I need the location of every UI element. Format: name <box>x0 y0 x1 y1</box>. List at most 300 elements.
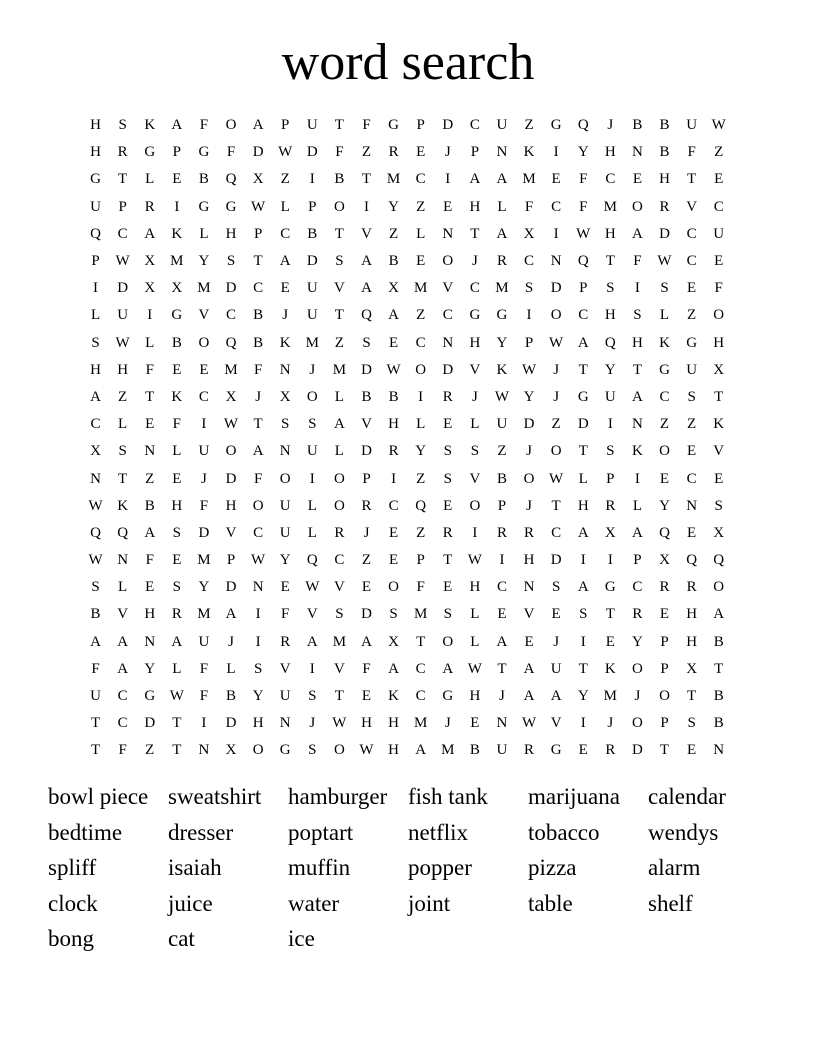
grid-letter[interactable]: V <box>550 715 562 732</box>
grid-letter[interactable]: O <box>659 443 670 460</box>
grid-letter[interactable]: H <box>632 334 643 351</box>
grid-letter[interactable]: M <box>170 253 184 270</box>
grid-letter[interactable]: D <box>306 144 318 161</box>
grid-letter[interactable]: Z <box>361 552 372 569</box>
grid-letter[interactable]: V <box>333 579 345 596</box>
grid-letter[interactable]: L <box>632 497 642 514</box>
grid-letter[interactable]: J <box>363 524 370 541</box>
grid-letter[interactable]: Y <box>198 253 210 270</box>
grid-letter[interactable]: W <box>549 470 564 487</box>
grid-letter[interactable]: P <box>606 470 615 487</box>
grid-letter[interactable]: W <box>332 715 347 732</box>
grid-letter[interactable]: P <box>118 198 127 215</box>
grid-letter[interactable]: E <box>659 606 670 623</box>
grid-letter[interactable]: S <box>579 606 588 623</box>
grid-letter[interactable]: L <box>172 660 182 677</box>
grid-letter[interactable]: J <box>471 253 478 270</box>
grid-letter[interactable]: N <box>279 443 291 460</box>
grid-letter[interactable]: P <box>633 552 642 569</box>
grid-letter[interactable]: N <box>550 253 562 270</box>
grid-letter[interactable]: P <box>91 253 100 270</box>
grid-letter[interactable]: Y <box>659 497 670 514</box>
grid-letter[interactable]: U <box>117 307 129 324</box>
grid-letter[interactable]: I <box>445 171 451 188</box>
grid-letter[interactable]: D <box>550 280 562 297</box>
grid-letter[interactable]: E <box>172 470 182 487</box>
grid-letter[interactable]: C <box>253 524 264 541</box>
grid-letter[interactable]: C <box>713 198 724 215</box>
grid-letter[interactable]: W <box>278 144 293 161</box>
grid-letter[interactable]: Y <box>198 579 210 596</box>
grid-letter[interactable]: W <box>223 416 239 433</box>
grid-letter[interactable]: K <box>144 117 156 134</box>
grid-letter[interactable]: J <box>444 144 451 161</box>
grid-letter[interactable]: O <box>632 660 643 677</box>
grid-letter[interactable]: D <box>144 715 156 732</box>
grid-letter[interactable]: I <box>201 715 207 732</box>
grid-letter[interactable]: U <box>686 361 698 378</box>
grid-letter[interactable]: E <box>524 633 534 650</box>
grid-letter[interactable]: M <box>495 280 509 297</box>
grid-letter[interactable]: A <box>442 660 454 677</box>
grid-letter[interactable]: S <box>335 253 344 270</box>
grid-letter[interactable]: G <box>550 117 562 134</box>
grid-letter[interactable]: T <box>253 416 263 433</box>
grid-letter[interactable]: S <box>172 579 181 596</box>
grid-letter[interactable]: O <box>713 307 725 324</box>
grid-letter[interactable]: M <box>332 633 347 650</box>
grid-letter[interactable]: X <box>225 388 237 405</box>
grid-letter[interactable]: Z <box>416 307 426 324</box>
grid-letter[interactable]: U <box>279 524 291 541</box>
grid-letter[interactable]: P <box>660 715 669 732</box>
grid-letter[interactable]: G <box>442 688 454 705</box>
grid-letter[interactable]: B <box>307 225 318 242</box>
grid-letter[interactable]: Y <box>577 688 589 705</box>
grid-letter[interactable]: Q <box>415 497 427 514</box>
grid-letter[interactable]: C <box>117 688 128 705</box>
grid-letter[interactable]: E <box>687 742 697 759</box>
grid-letter[interactable]: E <box>714 470 724 487</box>
grid-letter[interactable]: T <box>578 443 588 460</box>
grid-letter[interactable]: O <box>388 579 399 596</box>
grid-letter[interactable]: I <box>201 416 207 433</box>
grid-letter[interactable]: B <box>226 688 237 705</box>
grid-letter[interactable]: H <box>659 171 670 188</box>
grid-letter[interactable]: S <box>443 443 452 460</box>
grid-letter[interactable]: G <box>144 688 156 705</box>
grid-letter[interactable]: A <box>523 660 535 677</box>
grid-letter[interactable]: F <box>172 416 181 433</box>
grid-letter[interactable]: E <box>443 416 453 433</box>
grid-letter[interactable]: M <box>197 606 211 623</box>
grid-letter[interactable]: P <box>226 552 236 569</box>
grid-letter[interactable]: E <box>388 524 399 541</box>
grid-letter[interactable]: R <box>280 633 291 650</box>
grid-letter[interactable]: A <box>577 579 589 596</box>
grid-letter[interactable]: E <box>388 334 399 351</box>
grid-letter[interactable]: A <box>632 225 643 242</box>
grid-letter[interactable]: M <box>522 171 536 188</box>
grid-letter[interactable]: W <box>521 715 537 732</box>
grid-letter[interactable]: V <box>198 307 210 324</box>
grid-letter[interactable]: B <box>144 497 155 514</box>
grid-letter[interactable]: T <box>687 171 697 188</box>
grid-letter[interactable]: S <box>443 470 452 487</box>
grid-letter[interactable]: F <box>145 552 154 569</box>
grid-letter[interactable]: E <box>280 579 290 596</box>
grid-letter[interactable]: P <box>524 334 534 351</box>
grid-letter[interactable]: I <box>607 552 613 569</box>
grid-letter[interactable]: O <box>252 497 264 514</box>
grid-letter[interactable]: Y <box>577 144 589 161</box>
grid-letter[interactable]: E <box>443 579 453 596</box>
grid-letter[interactable]: W <box>494 388 510 405</box>
grid-letter[interactable]: V <box>306 606 318 623</box>
grid-letter[interactable]: U <box>496 742 508 759</box>
grid-letter[interactable]: T <box>361 171 372 188</box>
grid-letter[interactable]: S <box>687 388 696 405</box>
grid-letter[interactable]: N <box>144 443 156 460</box>
grid-letter[interactable]: P <box>470 144 480 161</box>
grid-letter[interactable]: C <box>198 388 209 405</box>
grid-letter[interactable]: I <box>580 552 586 569</box>
grid-letter[interactable]: L <box>226 660 236 677</box>
grid-letter[interactable]: C <box>226 307 237 324</box>
grid-letter[interactable]: A <box>713 606 725 623</box>
grid-letter[interactable]: K <box>659 334 670 351</box>
grid-letter[interactable]: A <box>496 225 508 242</box>
grid-letter[interactable]: H <box>388 416 399 433</box>
grid-letter[interactable]: E <box>145 416 155 433</box>
grid-letter[interactable]: L <box>470 633 480 650</box>
grid-letter[interactable]: U <box>306 117 318 134</box>
grid-letter[interactable]: T <box>118 171 128 188</box>
grid-letter[interactable]: A <box>523 688 535 705</box>
grid-letter[interactable]: B <box>361 388 372 405</box>
grid-letter[interactable]: W <box>711 117 726 134</box>
grid-letter[interactable]: B <box>388 253 399 270</box>
grid-letter[interactable]: H <box>225 225 237 242</box>
grid-letter[interactable]: U <box>279 497 291 514</box>
grid-letter[interactable]: H <box>523 552 535 569</box>
grid-letter[interactable]: X <box>144 280 156 297</box>
grid-letter[interactable]: A <box>252 443 264 460</box>
grid-letter[interactable]: I <box>255 606 261 623</box>
grid-letter[interactable]: C <box>551 198 562 215</box>
grid-letter[interactable]: F <box>199 117 209 134</box>
grid-letter[interactable]: M <box>414 280 428 297</box>
grid-letter[interactable]: U <box>279 688 291 705</box>
grid-letter[interactable]: N <box>632 416 643 433</box>
grid-letter[interactable]: A <box>415 742 427 759</box>
grid-letter[interactable]: Q <box>577 117 589 134</box>
grid-letter[interactable]: F <box>281 606 290 623</box>
grid-letter[interactable]: G <box>198 198 210 215</box>
grid-letter[interactable]: A <box>496 171 508 188</box>
grid-letter[interactable]: K <box>279 334 291 351</box>
grid-letter[interactable]: P <box>308 198 317 215</box>
grid-letter[interactable]: X <box>604 524 616 541</box>
grid-letter[interactable]: M <box>414 606 428 623</box>
grid-letter[interactable]: L <box>199 225 209 242</box>
grid-letter[interactable]: U <box>686 117 698 134</box>
grid-letter[interactable]: G <box>550 742 562 759</box>
grid-letter[interactable]: U <box>550 660 562 677</box>
grid-letter[interactable]: M <box>332 361 347 378</box>
grid-letter[interactable]: H <box>604 144 616 161</box>
grid-letter[interactable]: J <box>553 633 560 650</box>
grid-letter[interactable]: Z <box>416 198 426 215</box>
grid-letter[interactable]: Q <box>604 334 616 351</box>
grid-letter[interactable]: A <box>90 388 101 405</box>
grid-letter[interactable]: T <box>605 253 615 270</box>
grid-letter[interactable]: O <box>442 633 454 650</box>
grid-letter[interactable]: X <box>144 253 156 270</box>
grid-letter[interactable]: E <box>497 606 507 623</box>
grid-letter[interactable]: N <box>523 579 535 596</box>
grid-letter[interactable]: T <box>334 117 344 134</box>
grid-letter[interactable]: W <box>549 334 564 351</box>
grid-letter[interactable]: E <box>280 280 290 297</box>
grid-letter[interactable]: W <box>467 660 482 677</box>
grid-letter[interactable]: W <box>386 361 401 378</box>
grid-letter[interactable]: S <box>714 497 723 514</box>
grid-letter[interactable]: C <box>334 552 345 569</box>
grid-letter[interactable]: F <box>118 742 127 759</box>
grid-letter[interactable]: B <box>713 715 724 732</box>
grid-letter[interactable]: O <box>279 470 291 487</box>
grid-letter[interactable]: K <box>523 144 535 161</box>
grid-letter[interactable]: Q <box>225 334 237 351</box>
grid-letter[interactable]: L <box>172 443 182 460</box>
grid-letter[interactable]: T <box>253 253 263 270</box>
grid-letter[interactable]: Y <box>144 660 156 677</box>
grid-letter[interactable]: N <box>198 742 210 759</box>
grid-letter[interactable]: X <box>659 552 670 569</box>
grid-letter[interactable]: D <box>225 280 237 297</box>
grid-letter[interactable]: I <box>472 524 478 541</box>
grid-letter[interactable]: C <box>524 253 535 270</box>
grid-letter[interactable]: K <box>632 443 643 460</box>
grid-letter[interactable]: R <box>686 579 697 596</box>
grid-letter[interactable]: G <box>469 307 481 324</box>
grid-letter[interactable]: Z <box>416 470 426 487</box>
grid-letter[interactable]: Z <box>416 524 426 541</box>
grid-letter[interactable]: P <box>416 552 425 569</box>
grid-letter[interactable]: E <box>172 552 182 569</box>
grid-letter[interactable]: S <box>443 606 452 623</box>
grid-letter[interactable]: Y <box>279 552 291 569</box>
grid-letter[interactable]: X <box>252 171 264 188</box>
grid-letter[interactable]: S <box>118 443 127 460</box>
grid-letter[interactable]: V <box>523 606 535 623</box>
grid-letter[interactable]: O <box>225 443 237 460</box>
grid-letter[interactable]: F <box>199 497 209 514</box>
grid-letter[interactable]: R <box>659 198 670 215</box>
grid-letter[interactable]: G <box>388 117 399 134</box>
grid-letter[interactable]: S <box>91 334 100 351</box>
grid-letter[interactable]: J <box>526 443 532 460</box>
grid-letter[interactable]: I <box>391 470 397 487</box>
grid-letter[interactable]: G <box>604 579 616 596</box>
grid-letter[interactable]: B <box>388 388 399 405</box>
grid-letter[interactable]: Z <box>118 388 128 405</box>
grid-letter[interactable]: I <box>147 307 153 324</box>
grid-letter[interactable]: Z <box>551 416 561 433</box>
grid-letter[interactable]: R <box>388 144 399 161</box>
grid-letter[interactable]: K <box>171 225 183 242</box>
grid-letter[interactable]: U <box>306 280 318 297</box>
grid-letter[interactable]: C <box>442 307 453 324</box>
grid-letter[interactable]: N <box>713 742 725 759</box>
grid-letter[interactable]: A <box>361 280 372 297</box>
grid-letter[interactable]: M <box>603 198 617 215</box>
grid-letter[interactable]: X <box>713 524 725 541</box>
grid-letter[interactable]: E <box>443 497 453 514</box>
grid-letter[interactable]: V <box>361 225 372 242</box>
grid-letter[interactable]: O <box>469 497 481 514</box>
grid-letter[interactable]: H <box>604 225 616 242</box>
grid-letter[interactable]: H <box>713 334 725 351</box>
grid-letter[interactable]: H <box>388 742 399 759</box>
grid-letter[interactable]: T <box>118 470 128 487</box>
grid-letter[interactable]: C <box>686 225 697 242</box>
grid-letter[interactable]: U <box>713 225 725 242</box>
grid-letter[interactable]: Z <box>687 416 697 433</box>
grid-letter[interactable]: Z <box>659 416 670 433</box>
grid-letter[interactable]: V <box>442 280 454 297</box>
grid-letter[interactable]: I <box>174 198 180 215</box>
grid-letter[interactable]: I <box>580 633 586 650</box>
grid-letter[interactable]: Z <box>280 171 290 188</box>
grid-letter[interactable]: L <box>470 416 480 433</box>
grid-letter[interactable]: P <box>172 144 181 161</box>
grid-letter[interactable]: Z <box>388 225 399 242</box>
grid-letter[interactable]: X <box>388 280 399 297</box>
grid-letter[interactable]: W <box>359 742 374 759</box>
grid-letter[interactable]: A <box>252 117 264 134</box>
grid-letter[interactable]: H <box>469 334 481 351</box>
grid-letter[interactable]: B <box>632 117 643 134</box>
grid-letter[interactable]: T <box>714 388 724 405</box>
grid-letter[interactable]: H <box>252 715 264 732</box>
grid-letter[interactable]: R <box>144 198 155 215</box>
grid-letter[interactable]: W <box>657 253 672 270</box>
grid-letter[interactable]: O <box>333 497 345 514</box>
grid-letter[interactable]: U <box>198 633 210 650</box>
grid-letter[interactable]: A <box>632 524 643 541</box>
grid-letter[interactable]: J <box>444 715 451 732</box>
grid-letter[interactable]: W <box>521 361 537 378</box>
grid-letter[interactable]: R <box>117 144 128 161</box>
grid-letter[interactable]: B <box>469 742 480 759</box>
grid-letter[interactable]: J <box>526 497 532 514</box>
grid-letter[interactable]: S <box>281 416 290 433</box>
grid-letter[interactable]: I <box>499 552 505 569</box>
grid-letter[interactable]: J <box>309 715 316 732</box>
grid-letter[interactable]: F <box>687 144 696 161</box>
grid-letter[interactable]: L <box>307 497 317 514</box>
grid-letter[interactable]: I <box>634 280 640 297</box>
grid-letter[interactable]: Y <box>388 198 399 215</box>
grid-letter[interactable]: M <box>441 742 455 759</box>
grid-letter[interactable]: T <box>659 742 670 759</box>
grid-letter[interactable]: S <box>660 280 669 297</box>
grid-letter[interactable]: M <box>197 280 211 297</box>
grid-letter[interactable]: H <box>686 606 698 623</box>
grid-letter[interactable]: C <box>578 307 589 324</box>
grid-letter[interactable]: D <box>198 524 210 541</box>
grid-letter[interactable]: R <box>388 443 399 460</box>
grid-letter[interactable]: O <box>333 470 345 487</box>
grid-letter[interactable]: N <box>496 144 508 161</box>
grid-letter[interactable]: R <box>361 497 372 514</box>
grid-letter[interactable]: S <box>172 524 181 541</box>
grid-letter[interactable]: K <box>604 660 616 677</box>
grid-letter[interactable]: P <box>497 497 507 514</box>
grid-letter[interactable]: N <box>144 633 156 650</box>
grid-letter[interactable]: G <box>144 144 156 161</box>
grid-letter[interactable]: Y <box>523 388 535 405</box>
grid-letter[interactable]: B <box>171 334 182 351</box>
grid-letter[interactable]: Y <box>496 334 508 351</box>
grid-letter[interactable]: D <box>577 416 589 433</box>
grid-letter[interactable]: A <box>171 633 183 650</box>
grid-letter[interactable]: U <box>604 388 616 405</box>
grid-letter[interactable]: N <box>442 334 454 351</box>
grid-letter[interactable]: D <box>361 606 372 623</box>
grid-letter[interactable]: T <box>632 361 642 378</box>
grid-letter[interactable]: W <box>467 552 482 569</box>
grid-letter[interactable]: A <box>306 633 318 650</box>
grid-letter[interactable]: N <box>117 552 129 569</box>
grid-letter[interactable]: B <box>90 606 101 623</box>
grid-letter[interactable]: G <box>659 361 670 378</box>
grid-letter[interactable]: S <box>524 280 534 297</box>
grid-letter[interactable]: D <box>550 552 562 569</box>
grid-letter[interactable]: S <box>308 416 317 433</box>
grid-letter[interactable]: U <box>496 416 508 433</box>
grid-letter[interactable]: A <box>117 633 129 650</box>
grid-letter[interactable]: U <box>90 198 101 215</box>
grid-letter[interactable]: A <box>361 633 372 650</box>
grid-letter[interactable]: S <box>335 606 344 623</box>
grid-letter[interactable]: C <box>659 388 670 405</box>
grid-letter[interactable]: Q <box>361 307 372 324</box>
grid-letter[interactable]: H <box>144 606 156 623</box>
grid-letter[interactable]: C <box>415 171 426 188</box>
grid-letter[interactable]: V <box>469 361 481 378</box>
grid-letter[interactable]: E <box>416 144 426 161</box>
grid-letter[interactable]: H <box>604 307 616 324</box>
grid-letter[interactable]: A <box>496 633 508 650</box>
grid-letter[interactable]: Q <box>713 552 725 569</box>
grid-letter[interactable]: I <box>607 416 613 433</box>
grid-letter[interactable]: C <box>632 579 643 596</box>
grid-letter[interactable]: R <box>496 253 507 270</box>
grid-letter[interactable]: C <box>415 660 426 677</box>
grid-letter[interactable]: M <box>305 334 319 351</box>
grid-letter[interactable]: G <box>225 198 237 215</box>
grid-letter[interactable]: J <box>607 117 614 134</box>
grid-letter[interactable]: D <box>361 443 372 460</box>
grid-letter[interactable]: M <box>603 688 617 705</box>
grid-letter[interactable]: A <box>550 688 562 705</box>
grid-letter[interactable]: C <box>496 579 507 596</box>
grid-letter[interactable]: O <box>632 198 643 215</box>
grid-letter[interactable]: S <box>308 742 317 759</box>
